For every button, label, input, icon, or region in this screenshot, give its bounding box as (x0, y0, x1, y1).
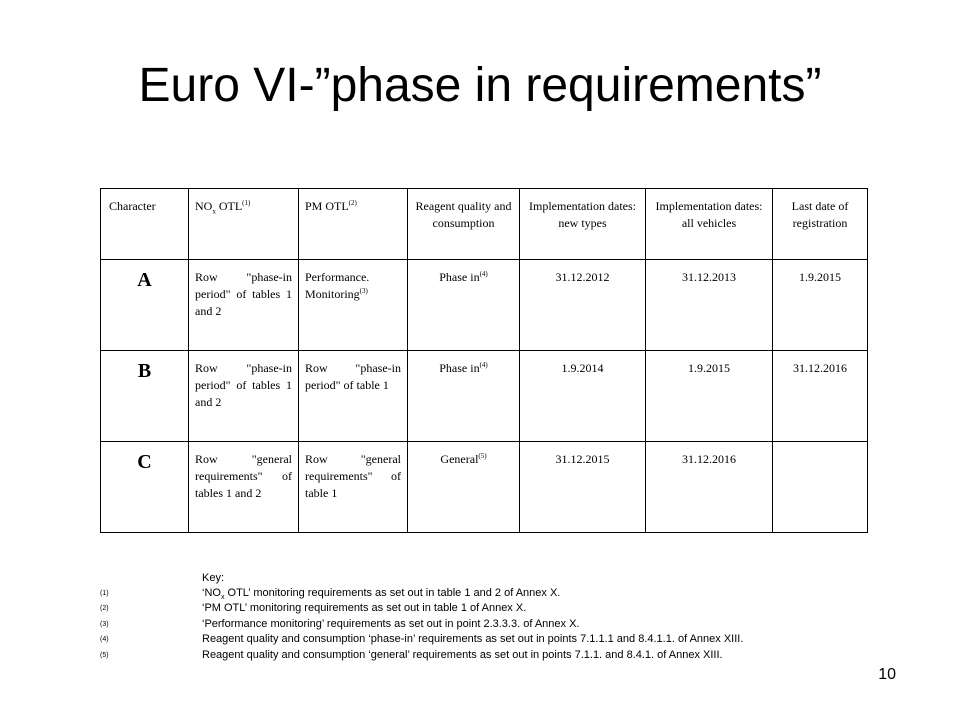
row-pm: Performance. Monitoring$^{(3)}$ (299, 260, 408, 351)
key-item (100, 648, 860, 664)
row-impl-new: 31.12.2015 (520, 442, 646, 533)
table-row (101, 260, 868, 351)
slide-title: Euro VI-”phase in requirements” (138, 59, 822, 112)
row-impl-new: 1.9.2014 (520, 351, 646, 442)
header-nox-otl: $NO_x$ OTL$^{(1)}$ (189, 189, 299, 260)
row-last-date: 1.9.2015 (773, 260, 868, 351)
key-number: (4) (100, 636, 109, 643)
footnote-key (100, 571, 860, 663)
table-header-row (101, 189, 868, 260)
row-impl-all: 31.12.2013 (646, 260, 773, 351)
row-character: A (101, 260, 189, 351)
page-number: 10 (878, 666, 896, 683)
row-pm: Row "general requirements" of table 1 (299, 442, 408, 533)
row-reagent: General$^{(5)}$ (408, 442, 520, 533)
row-impl-new: 31.12.2012 (520, 260, 646, 351)
row-last-date (773, 442, 868, 533)
requirements-table (100, 188, 868, 533)
row-impl-all: 31.12.2016 (646, 442, 773, 533)
row-nox: Row "phase-in period" of tables 1 and 2 (189, 260, 299, 351)
key-number: (5) (100, 651, 109, 659)
key-number: (2) (100, 605, 109, 612)
key-number: (1) (100, 589, 109, 597)
key-item (100, 586, 860, 602)
key-text: ‘PM OTL’ monitoring requirements as set out in table 1 of Annex X. (202, 602, 527, 614)
key-number: (3) (100, 620, 109, 628)
key-item (100, 601, 860, 617)
key-title: Key: (202, 572, 225, 584)
key-item (100, 632, 860, 648)
row-character: C (101, 442, 189, 533)
header-impl-all: Implementation dates: all vehicles (646, 189, 773, 260)
row-impl-all: 1.9.2015 (646, 351, 773, 442)
key-text: Reagent quality and consumption ‘general’ requirements as set out in points 7.1.1. and 8.4.1. of Annex XIII. (202, 648, 723, 661)
header-pm-otl: PM OTL$^{(2)}$ (299, 189, 408, 260)
key-text: ‘Performance monitoring’ requirements as set out in point 2.3.3.3. of Annex X. (202, 617, 580, 630)
row-nox: Row "general requirements" of tables 1 and 2 (189, 442, 299, 533)
row-nox: Row "phase-in period" of tables 1 and 2 (189, 351, 299, 442)
header-last-date: Last date of registration (773, 189, 868, 260)
row-pm: Row "phase-in period" of table 1 (299, 351, 408, 442)
key-item (100, 617, 860, 633)
row-last-date: 31.12.2016 (773, 351, 868, 442)
row-reagent: Phase $in^{(4)}$ (408, 351, 520, 442)
row-character: B (101, 351, 189, 442)
key-text: Reagent quality and consumption ‘phase-in’ requirements as set out in points 7.1.1.1 and 8.4.1.1. of Annex XIII. (202, 633, 744, 645)
header-character: Character (101, 189, 189, 260)
table-row (101, 442, 868, 533)
key-text: ‘$NO_x$ OTL’ monitoring requirements as set out in table 1 and 2 of Annex X. (202, 586, 561, 601)
row-reagent: Phase $in^{(4)}$ (408, 260, 520, 351)
table-row (101, 351, 868, 442)
header-reagent: Reagent quality and consumption (408, 189, 520, 260)
header-impl-new: Implementation dates: new types (520, 189, 646, 260)
